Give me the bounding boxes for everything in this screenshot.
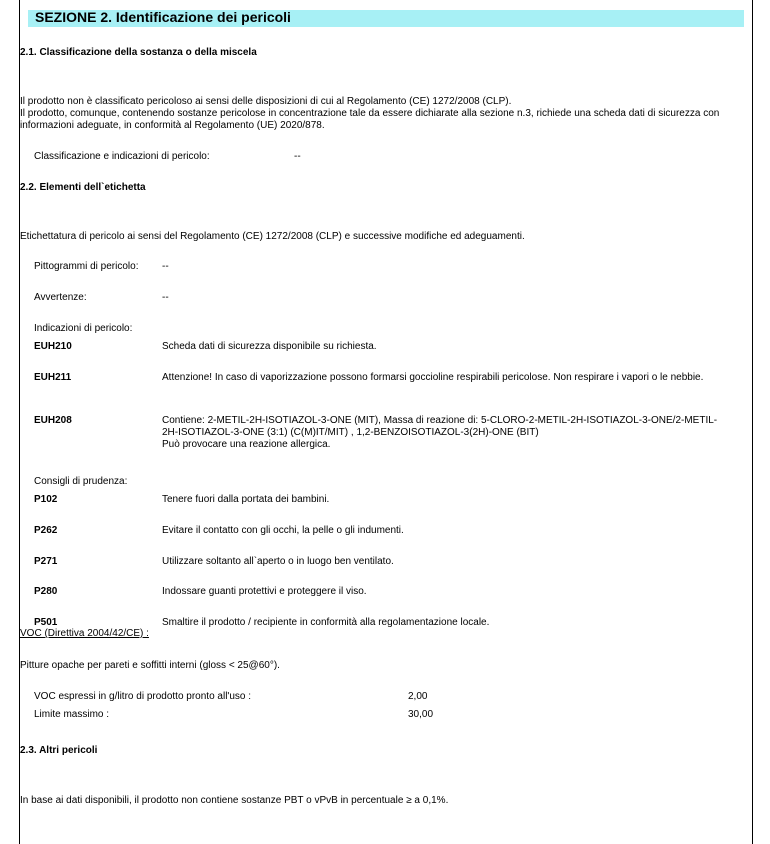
heading-2-3: 2.3. Altri pericoli (20, 745, 98, 756)
precaution-text: Tenere fuori dalla portata dei bambini. (162, 494, 330, 505)
pictograms-label: Pittogrammi di pericolo: (34, 261, 139, 272)
voc-row-value: 2,00 (408, 691, 428, 702)
classification-paragraph-1: Il prodotto non è classificato pericoloso ai sensi delle disposizioni di cui al Regolamento (CE) 1272/2008 (CLP). (20, 96, 512, 107)
precaution-text: Indossare guanti protettivi e proteggere il viso. (162, 586, 367, 597)
other-hazards-text: In base ai dati disponibili, il prodotto non contiene sostanze PBT o vPvB in percentuale ≥ a 0,1%. (20, 795, 449, 806)
hazard-text: Contiene: 2-METIL-2H-ISOTIAZOL-3-ONE (MIT), Massa di reazione di: 5-CLORO-2-METIL-2H-ISOTIAZOL-3-ONE/2-METIL-2H-ISOTIAZOL-3-ONE (3:1) (C(M)IT/MIT) , 1,2-BENZOISOTIAZOL-3(2H)-ONE (BIT) (162, 415, 718, 438)
hazard-statements-label: Indicazioni di pericolo: (34, 323, 133, 334)
label-elements-intro: Etichettatura di pericolo ai sensi del Regolamento (CE) 1272/2008 (CLP) e successive modifiche ed adeguamenti. (20, 231, 525, 242)
voc-row-label: VOC espressi in g/litro di prodotto pronto all'uso : (34, 691, 252, 702)
precaution-code: P271 (34, 556, 58, 567)
classification-paragraph-2: Il prodotto, comunque, contenendo sostanze pericolose in concentrazione tale da essere dichiarate alla sezione n.3, richiede una scheda dati di sicurezza con informazioni adeguate, in conformità al Regolamento (UE) 2020/878. (20, 108, 720, 131)
hazard-extra-text: Può provocare una reazione allergica. (162, 439, 331, 450)
precaution-text: Evitare il contatto con gli occhi, la pelle o gli indumenti. (162, 525, 404, 536)
precaution-text: Utilizzare soltanto all`aperto o in luogo ben ventilato. (162, 556, 394, 567)
hazard-code: EUH210 (34, 341, 72, 352)
voc-row-label: Limite massimo : (34, 709, 110, 720)
warnings-value: -- (162, 292, 169, 303)
precaution-text: Smaltire il prodotto / recipiente in conformità alla regolamentazione locale. (162, 617, 490, 628)
precaution-code: P102 (34, 494, 58, 505)
warnings-label: Avvertenze: (34, 292, 87, 303)
voc-row-value: 30,00 (408, 709, 434, 720)
classification-value: -- (294, 151, 301, 162)
pictograms-value: -- (162, 261, 169, 272)
precaution-code: P501 (34, 617, 58, 628)
voc-heading: VOC (Direttiva 2004/42/CE) : (20, 628, 149, 639)
heading-2-1: 2.1. Classificazione della sostanza o della miscela (20, 47, 257, 58)
hazard-text: Attenzione! In caso di vaporizzazione possono formarsi goccioline respirabili pericolose. Non respirare i vapori o le nebbie. (162, 372, 704, 383)
precaution-code: P280 (34, 586, 58, 597)
section-title: SEZIONE 2. Identificazione dei pericoli (35, 9, 291, 25)
hazard-code: EUH208 (34, 415, 72, 426)
hazard-code: EUH211 (34, 372, 72, 383)
precaution-code: P262 (34, 525, 58, 536)
classification-label: Classificazione e indicazioni di pericolo: (34, 151, 210, 162)
precautionary-statements-label: Consigli di prudenza: (34, 476, 128, 487)
heading-2-2: 2.2. Elementi dell`etichetta (20, 182, 146, 193)
hazard-text: Scheda dati di sicurezza disponibile su richiesta. (162, 341, 377, 352)
voc-description: Pitture opache per pareti e soffitti interni (gloss < 25@60°). (20, 660, 280, 671)
